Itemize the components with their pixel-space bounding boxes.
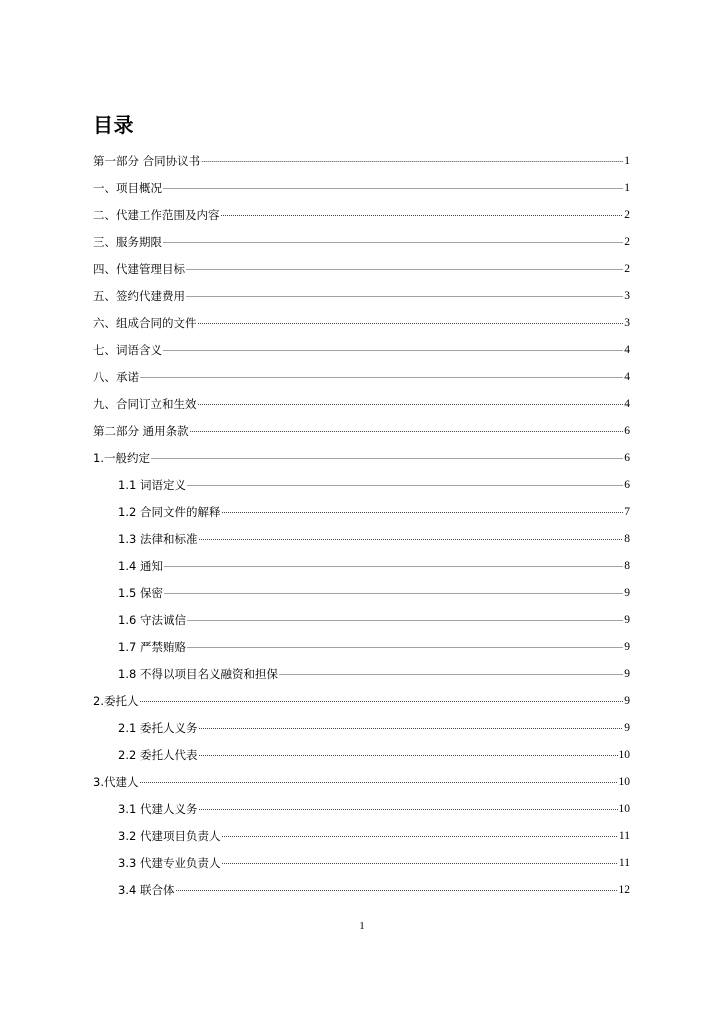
toc-entry-page: 8: [624, 533, 630, 545]
toc-entry-title: 1.3 法律和标准: [118, 532, 198, 546]
toc-entry-title: 2.委托人: [93, 694, 139, 708]
toc-subentry[interactable]: [0, 713, 630, 740]
toc-heading: 目录: [93, 113, 134, 137]
toc-dot-leader: [198, 531, 623, 545]
toc-dot-leader: [201, 153, 623, 167]
toc-entry-title: 3.4 联合体: [118, 883, 175, 897]
toc-entry[interactable]: [0, 146, 630, 173]
toc-entry-page: 9: [624, 668, 630, 680]
toc-entry-title: 1.5 保密: [118, 586, 163, 600]
toc-subentry[interactable]: [0, 632, 630, 659]
toc-dot-leader: [279, 666, 623, 680]
toc-dot-leader: [198, 396, 624, 410]
toc-subentry[interactable]: [0, 524, 630, 551]
toc-dot-leader: [186, 261, 623, 275]
toc-entry-page: 9: [624, 641, 630, 653]
toc-entry[interactable]: [0, 767, 630, 794]
toc-dot-leader: [139, 693, 623, 707]
toc-entry-title: 2.1 委托人义务: [118, 721, 198, 735]
toc-subentry[interactable]: [0, 578, 630, 605]
toc-dot-leader: [198, 720, 623, 734]
toc-entry-page: 11: [618, 857, 630, 869]
toc-entry-title: 八、承诺: [93, 370, 139, 384]
toc-entry-page: 6: [624, 452, 630, 464]
toc-entry-title: 1.7 严禁贿赂: [118, 640, 186, 654]
toc-entry-page: 4: [624, 371, 630, 383]
toc-entry-page: 3: [624, 317, 630, 329]
toc-entry-page: 2: [624, 209, 630, 221]
toc-entry-page: 1: [624, 155, 630, 167]
toc-entry-page: 4: [624, 398, 630, 410]
toc-dot-leader: [187, 477, 623, 491]
toc-dot-leader: [163, 180, 623, 194]
toc-dot-leader: [175, 882, 617, 896]
toc-entry-title: 3.代建人: [93, 775, 139, 789]
toc-entry-title: 四、代建管理目标: [93, 262, 185, 276]
toc-entry-page: 10: [618, 776, 630, 788]
toc-dot-leader: [187, 639, 623, 653]
toc-entry-title: 一、项目概况: [93, 181, 162, 195]
toc-entry[interactable]: [0, 335, 630, 362]
toc-entry-title: 1.4 通知: [118, 559, 163, 573]
toc-entry-page: 9: [624, 614, 630, 626]
toc-entry-page: 4: [624, 344, 630, 356]
toc-dot-leader: [221, 207, 624, 221]
toc-entry-page: 10: [618, 803, 630, 815]
toc-dot-leader: [163, 342, 623, 356]
toc-entry[interactable]: [0, 173, 630, 200]
toc-dot-leader: [140, 369, 623, 383]
toc-entry[interactable]: [0, 686, 630, 713]
toc-subentry[interactable]: [0, 848, 630, 875]
toc-entry-page: 2: [624, 236, 630, 248]
toc-dot-leader: [187, 612, 623, 626]
toc-subentry[interactable]: [0, 659, 630, 686]
toc-entry-title: 五、签约代建费用: [93, 289, 185, 303]
toc-entry[interactable]: [0, 254, 630, 281]
toc-dot-leader: [190, 423, 624, 437]
toc-entry-page: 11: [618, 830, 630, 842]
toc-entry-title: 2.2 委托人代表: [118, 748, 198, 762]
toc-entry[interactable]: [0, 443, 630, 470]
toc-entry-page: 6: [624, 425, 630, 437]
toc-entry-title: 3.1 代建人义务: [118, 802, 198, 816]
toc-subentry[interactable]: [0, 794, 630, 821]
toc-entry-page: 10: [618, 749, 630, 761]
toc-dot-leader: [198, 801, 617, 815]
toc-entry-title: 1.2 合同文件的解释: [118, 505, 221, 519]
toc-dot-leader: [164, 585, 623, 599]
toc-dot-leader: [198, 315, 624, 329]
toc-dot-leader: [186, 288, 623, 302]
toc-subentry[interactable]: [0, 740, 630, 767]
toc-subentry[interactable]: [0, 497, 630, 524]
toc-entry-title: 1.8 不得以项目名义融资和担保: [118, 667, 278, 681]
toc-entry-title: 1.1 词语定义: [118, 478, 186, 492]
toc-entry-title: 二、代建工作范围及内容: [93, 208, 220, 222]
toc-entry-title: 六、组成合同的文件: [93, 316, 197, 330]
toc-subentry[interactable]: [0, 551, 630, 578]
toc-dot-leader: [163, 234, 623, 248]
toc-entry-page: 9: [624, 722, 630, 734]
toc-entry-title: 3.3 代建专业负责人: [118, 856, 221, 870]
toc-entry[interactable]: [0, 416, 630, 443]
toc-subentry[interactable]: [0, 605, 630, 632]
toc-subentry[interactable]: [0, 821, 630, 848]
toc-dot-leader: [151, 450, 623, 464]
toc-entry-title: 七、词语含义: [93, 343, 162, 357]
toc-entry-page: 12: [618, 884, 630, 896]
toc-subentry[interactable]: [0, 470, 630, 497]
toc-dot-leader: [221, 504, 623, 518]
toc-subentry[interactable]: [0, 875, 630, 902]
toc-entry-title: 1.6 守法诚信: [118, 613, 186, 627]
toc-dot-leader: [221, 855, 617, 869]
toc-entry-title: 第二部分 通用条款: [93, 424, 189, 438]
toc-entry-page: 9: [624, 695, 630, 707]
footer-page-number: 1: [359, 920, 365, 932]
toc-dot-leader: [164, 558, 623, 572]
toc-entry-title: 三、服务期限: [93, 235, 162, 249]
toc-entry[interactable]: [0, 281, 630, 308]
toc-entry-title: 1.一般约定: [93, 451, 150, 465]
toc-entry-page: 7: [624, 506, 630, 518]
toc-entry[interactable]: [0, 389, 630, 416]
toc-entry[interactable]: [0, 308, 630, 335]
toc-entry-title: 第一部分 合同协议书: [93, 154, 201, 168]
toc-entry-page: 9: [624, 587, 630, 599]
toc-entry-title: 3.2 代建项目负责人: [118, 829, 221, 843]
toc-entry-page: 6: [624, 479, 630, 491]
toc-dot-leader: [221, 828, 617, 842]
toc-entry-title: 九、合同订立和生效: [93, 397, 197, 411]
toc-entry-page: 3: [624, 290, 630, 302]
toc-dot-leader: [198, 747, 617, 761]
toc-entry-page: 1: [624, 182, 630, 194]
toc-entry[interactable]: [0, 200, 630, 227]
toc-dot-leader: [139, 774, 617, 788]
toc-entry[interactable]: [0, 362, 630, 389]
toc-entry-page: 2: [624, 263, 630, 275]
toc-list: [0, 146, 724, 902]
toc-entry[interactable]: [0, 227, 630, 254]
toc-entry-page: 8: [624, 560, 630, 572]
